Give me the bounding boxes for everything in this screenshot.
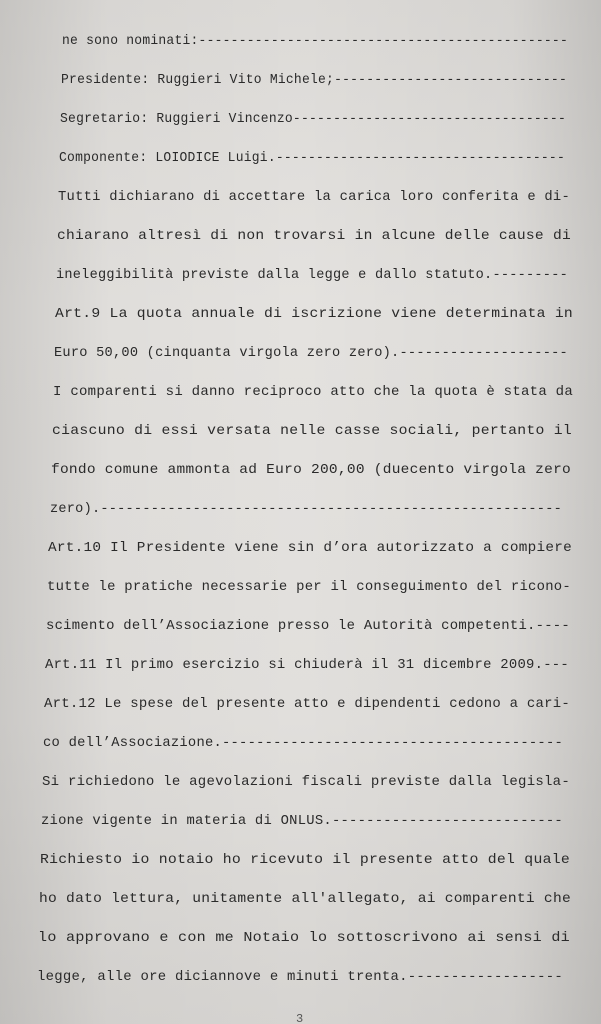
text-line-14: Art.10 Il Presidente viene sin d’ora autorizzato a compiere (48, 541, 572, 556)
text-line-22: Richiesto io notaio ho ricevuto il presente atto del quale (40, 853, 570, 868)
text-line-9: Euro 50,00 (cinquanta virgola zero zero).-------------------- (54, 346, 568, 361)
text-line-16: scimento dell’Associazione presso le Autorità competenti.---- (46, 619, 570, 634)
text-line-8: Art.9 La quota annuale di iscrizione viene determinata in (55, 307, 573, 322)
text-line-2: Presidente: Ruggieri Vito Michele;----------------------------- (61, 73, 567, 88)
text-line-1: ne sono nominati:---------------------------------------------- (62, 34, 568, 49)
text-line-20: Si richiedono le agevolazioni fiscali previste dalla legisla- (42, 775, 570, 790)
page-number: 3 (296, 1012, 304, 1024)
text-line-13: zero).------------------------------------------------------- (50, 502, 562, 517)
text-line-18: Art.12 Le spese del presente atto e dipendenti cedono a cari- (44, 697, 570, 712)
text-line-11: ciascuno di essi versata nelle casse sociali, pertanto il (52, 424, 572, 439)
text-line-21: zione vigente in materia di ONLUS.--------------------------- (41, 814, 563, 829)
text-line-24: lo approvano e con me Notaio lo sottoscrivono ai sensi di (38, 931, 570, 946)
text-line-15: tutte le pratiche necessarie per il conseguimento del ricono- (47, 580, 571, 595)
text-line-10: I comparenti si danno reciproco atto che la quota è stata da (53, 385, 573, 400)
text-line-7: ineleggibilità previste dalla legge e dallo statuto.--------- (56, 268, 568, 283)
text-line-4: Componente: LOIODICE Luigi.------------------------------------ (59, 151, 565, 166)
text-line-6: chiarano altresì di non trovarsi in alcune delle cause di (57, 229, 571, 244)
text-line-23: ho dato lettura, unitamente all'allegato, ai comparenti che (39, 892, 571, 907)
text-line-17: Art.11 Il primo esercizio si chiuderà il 31 dicembre 2009.--- (45, 658, 569, 673)
text-line-19: co dell’Associazione.---------------------------------------- (43, 736, 563, 751)
text-line-12: fondo comune ammonta ad Euro 200,00 (duecento virgola zero (51, 463, 571, 478)
text-line-3: Segretario: Ruggieri Vincenzo---------------------------------- (60, 112, 566, 127)
text-line-5: Tutti dichiarano di accettare la carica loro conferita e di- (58, 190, 570, 205)
text-line-25: legge, alle ore diciannove e minuti trenta.------------------ (37, 970, 563, 985)
